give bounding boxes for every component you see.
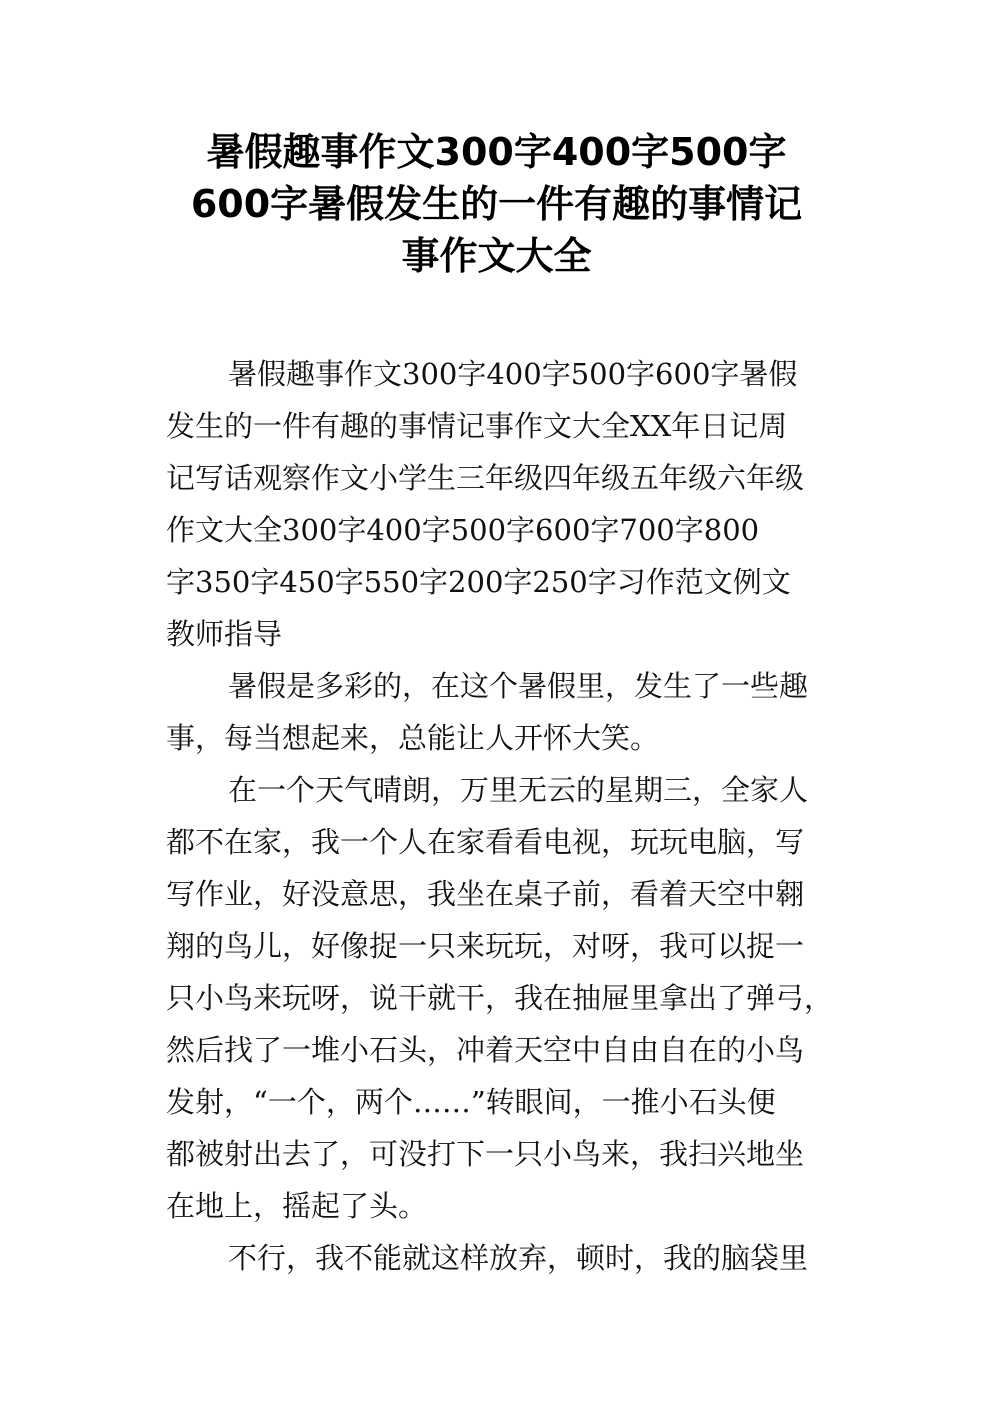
text-line: 发生的一件有趣的事情记事作文大全XX年日记周 bbox=[166, 409, 788, 443]
text-line: 记写话观察作文小学生三年级四年级五年级六年级 bbox=[166, 461, 805, 495]
text-line: 写作业，好没意思，我坐在桌子前，看着天空中翱 bbox=[166, 877, 805, 911]
title-line: 暑假趣事作文300字400字500字 bbox=[206, 130, 787, 174]
text-line: 暑假趣事作文300字400字500字600字暑假 bbox=[228, 357, 798, 391]
text-line: 翔的鸟儿，好像捉一只来玩玩，对呀，我可以捉一 bbox=[166, 929, 805, 963]
text-line: 然后找了一堆小石头，冲着天空中自由自在的小鸟 bbox=[166, 1033, 805, 1067]
paragraph-story bbox=[166, 764, 834, 1232]
document-body bbox=[166, 348, 834, 1284]
text-line: 在一个天气晴朗，万里无云的星期三，全家人 bbox=[228, 773, 809, 807]
paragraph-intro bbox=[166, 348, 828, 660]
paragraph-continuation bbox=[166, 1232, 828, 1284]
text-line: 作文大全300字400字500字600字700字800 bbox=[166, 513, 760, 547]
text-line: 都不在家，我一个人在家看看电视，玩玩电脑，写 bbox=[166, 825, 805, 859]
text-line: 都被射出去了，可没打下一只小鸟来，我扫兴地坐 bbox=[166, 1137, 805, 1171]
text-line: 在地上，摇起了头。 bbox=[166, 1189, 428, 1223]
text-line: 不行，我不能就这样放弃，顿时，我的脑袋里 bbox=[228, 1241, 809, 1275]
text-line: 字350字450字550字200字250字习作范文例文 bbox=[166, 565, 791, 599]
text-line: 事，每当想起来，总能让人开怀大笑。 bbox=[166, 721, 660, 755]
text-line: 发射，“一个，两个……”转眼间，一推小石头便 bbox=[166, 1085, 776, 1119]
paragraph-opening bbox=[166, 660, 828, 764]
text-line: 暑假是多彩的，在这个暑假里，发生了一些趣 bbox=[228, 669, 809, 703]
title-line: 事作文大全 bbox=[401, 234, 592, 278]
text-line: 只小鸟来玩呀，说干就干，我在抽屉里拿出了弹弓， bbox=[166, 981, 834, 1015]
document-title bbox=[150, 126, 843, 282]
text-line: 教师指导 bbox=[166, 617, 283, 651]
title-line: 600字暑假发生的一件有趣的事情记 bbox=[190, 182, 803, 226]
